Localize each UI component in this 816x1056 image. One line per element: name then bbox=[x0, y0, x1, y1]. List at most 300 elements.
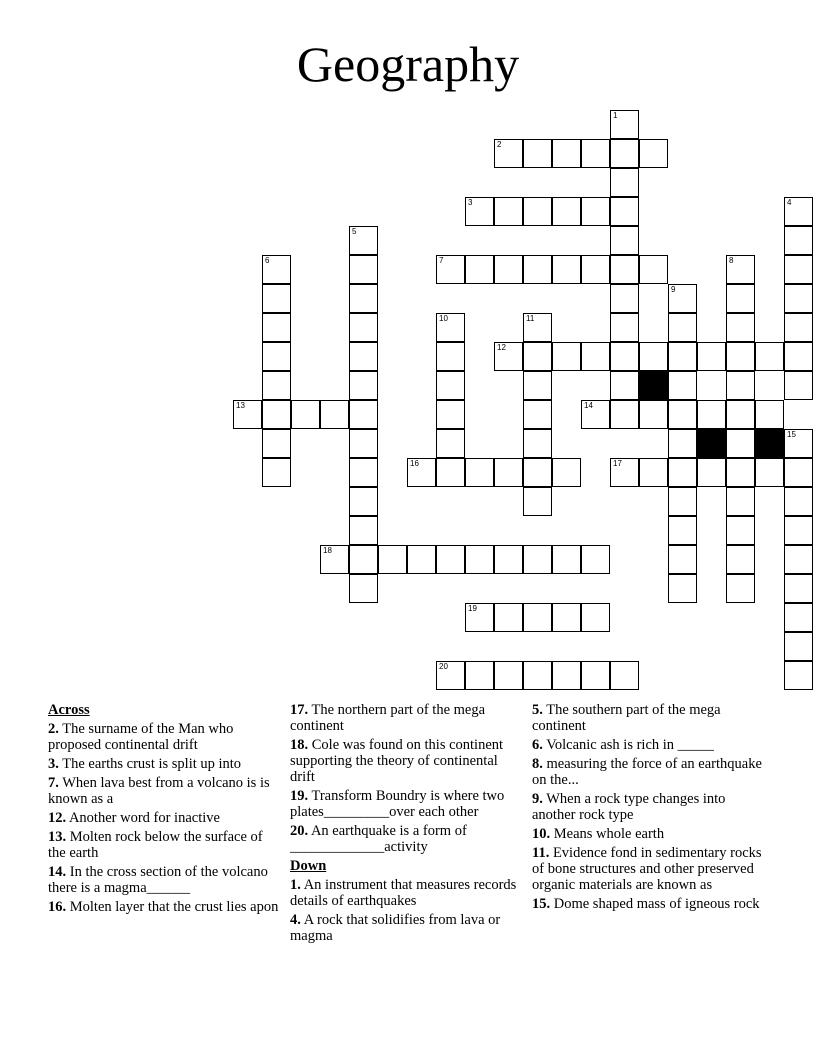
crossword-cell-input[interactable] bbox=[292, 401, 319, 428]
crossword-cell[interactable] bbox=[349, 313, 378, 342]
crossword-cell[interactable] bbox=[668, 458, 697, 487]
crossword-cell-input[interactable] bbox=[408, 459, 435, 486]
crossword-cell-input[interactable] bbox=[263, 459, 290, 486]
crossword-cell[interactable] bbox=[349, 342, 378, 371]
crossword-cell[interactable] bbox=[581, 400, 610, 429]
crossword-cell[interactable] bbox=[697, 458, 726, 487]
crossword-cell-input[interactable] bbox=[582, 256, 609, 283]
crossword-cell[interactable] bbox=[465, 661, 494, 690]
crossword-cell[interactable] bbox=[784, 574, 813, 603]
crossword-cell[interactable] bbox=[610, 400, 639, 429]
crossword-cell[interactable] bbox=[610, 661, 639, 690]
crossword-cell[interactable] bbox=[581, 603, 610, 632]
crossword-cell-input[interactable] bbox=[263, 430, 290, 457]
crossword-cell[interactable] bbox=[349, 400, 378, 429]
crossword-cell[interactable] bbox=[523, 313, 552, 342]
clues-column-1 bbox=[48, 702, 280, 918]
crossword-cell-input[interactable] bbox=[437, 314, 464, 341]
crossword-cell-input[interactable] bbox=[437, 256, 464, 283]
crossword-cell-input[interactable] bbox=[698, 459, 725, 486]
crossword-cell-input[interactable] bbox=[437, 430, 464, 457]
crossword-cell[interactable] bbox=[581, 139, 610, 168]
crossword-cell-input[interactable] bbox=[611, 459, 638, 486]
crossword-cell[interactable] bbox=[668, 313, 697, 342]
crossword-cell[interactable] bbox=[407, 545, 436, 574]
crossword-cell-input[interactable] bbox=[669, 459, 696, 486]
crossword-cell[interactable] bbox=[784, 197, 813, 226]
crossword-cell-input[interactable] bbox=[524, 459, 551, 486]
crossword-cell[interactable] bbox=[320, 545, 349, 574]
crossword-cell[interactable] bbox=[726, 255, 755, 284]
crossword-cell-input[interactable] bbox=[524, 401, 551, 428]
crossword-cell[interactable] bbox=[755, 342, 784, 371]
crossword-cell[interactable] bbox=[523, 255, 552, 284]
crossword-cell[interactable] bbox=[726, 342, 755, 371]
crossword-cell[interactable] bbox=[784, 313, 813, 342]
crossword-cell[interactable] bbox=[494, 139, 523, 168]
crossword-cell[interactable] bbox=[639, 139, 668, 168]
crossword-cell-input[interactable] bbox=[669, 430, 696, 457]
crossword-cell[interactable] bbox=[668, 342, 697, 371]
crossword-cell[interactable] bbox=[523, 603, 552, 632]
crossword-cell[interactable] bbox=[784, 284, 813, 313]
crossword-cell-input[interactable] bbox=[611, 111, 638, 138]
crossword-cell-input[interactable] bbox=[553, 198, 580, 225]
crossword-cell-input[interactable] bbox=[553, 343, 580, 370]
crossword-cell[interactable] bbox=[610, 458, 639, 487]
crossword-cell-input[interactable] bbox=[669, 546, 696, 573]
crossword-cell-input[interactable] bbox=[437, 343, 464, 370]
crossword-cell[interactable] bbox=[436, 661, 465, 690]
crossword-cell-input[interactable] bbox=[437, 662, 464, 689]
crossword-cell-input[interactable] bbox=[669, 517, 696, 544]
crossword-cell[interactable] bbox=[552, 458, 581, 487]
crossword-cell[interactable] bbox=[465, 603, 494, 632]
crossword-cell-input[interactable] bbox=[785, 198, 812, 225]
crossword-cell[interactable] bbox=[726, 516, 755, 545]
clue-item-number: 19. bbox=[290, 788, 309, 804]
crossword-cell[interactable] bbox=[494, 545, 523, 574]
crossword-cell[interactable] bbox=[610, 313, 639, 342]
crossword-cell[interactable] bbox=[726, 545, 755, 574]
crossword-cell[interactable] bbox=[494, 603, 523, 632]
crossword-cell[interactable] bbox=[523, 661, 552, 690]
crossword-cell[interactable] bbox=[349, 458, 378, 487]
crossword-cell-input[interactable] bbox=[727, 256, 754, 283]
crossword-cell-input[interactable] bbox=[553, 546, 580, 573]
crossword-cell[interactable] bbox=[581, 255, 610, 284]
crossword-cell-input[interactable] bbox=[785, 546, 812, 573]
crossword-cell-input[interactable] bbox=[350, 488, 377, 515]
crossword-cell-input[interactable] bbox=[466, 604, 493, 631]
crossword-cell-input[interactable] bbox=[669, 575, 696, 602]
crossword-cell-input[interactable] bbox=[350, 430, 377, 457]
crossword-cell[interactable] bbox=[494, 255, 523, 284]
crossword-cell-input[interactable] bbox=[495, 140, 522, 167]
clue-item-text: A rock that solidifies from lava or magma bbox=[290, 912, 501, 944]
crossword-cell[interactable] bbox=[610, 139, 639, 168]
crossword-cell-input[interactable] bbox=[263, 401, 290, 428]
crossword-cell-input[interactable] bbox=[495, 662, 522, 689]
crossword-cell-input[interactable] bbox=[582, 546, 609, 573]
crossword-cell[interactable] bbox=[668, 545, 697, 574]
crossword-cell-input[interactable] bbox=[727, 372, 754, 399]
crossword-cell-input[interactable] bbox=[785, 662, 812, 689]
crossword-cell-input[interactable] bbox=[263, 256, 290, 283]
crossword-cell-input[interactable] bbox=[785, 488, 812, 515]
crossword-cell-input[interactable] bbox=[263, 314, 290, 341]
crossword-cell[interactable] bbox=[581, 661, 610, 690]
crossword-cell-input[interactable] bbox=[524, 140, 551, 167]
crossword-cell-input[interactable] bbox=[785, 227, 812, 254]
crossword-cell-input[interactable] bbox=[234, 401, 261, 428]
crossword-cell-input[interactable] bbox=[466, 546, 493, 573]
crossword-cell-input[interactable] bbox=[553, 604, 580, 631]
crossword-cell[interactable] bbox=[262, 458, 291, 487]
crossword-cell[interactable] bbox=[349, 255, 378, 284]
crossword-cell[interactable] bbox=[436, 429, 465, 458]
crossword-cell-input[interactable] bbox=[524, 198, 551, 225]
crossword-cell-input[interactable] bbox=[785, 256, 812, 283]
crossword-cell-input[interactable] bbox=[785, 575, 812, 602]
crossword-cell-input[interactable] bbox=[350, 285, 377, 312]
crossword-cell[interactable] bbox=[552, 342, 581, 371]
crossword-cell-input[interactable] bbox=[495, 343, 522, 370]
crossword-cell[interactable] bbox=[407, 458, 436, 487]
crossword-cell-input[interactable] bbox=[611, 662, 638, 689]
crossword-cell[interactable] bbox=[552, 139, 581, 168]
crossword-cell[interactable] bbox=[349, 429, 378, 458]
crossword-cell[interactable] bbox=[755, 400, 784, 429]
crossword-cell-input[interactable] bbox=[495, 256, 522, 283]
crossword-cell[interactable] bbox=[349, 226, 378, 255]
crossword-cell[interactable] bbox=[726, 458, 755, 487]
crossword-cell[interactable] bbox=[262, 429, 291, 458]
crossword-cell-input[interactable] bbox=[466, 459, 493, 486]
crossword-cell[interactable] bbox=[784, 632, 813, 661]
crossword-cell-input[interactable] bbox=[727, 285, 754, 312]
clue-number: 14 bbox=[584, 401, 593, 410]
crossword-cell-input[interactable] bbox=[321, 546, 348, 573]
crossword-cell[interactable] bbox=[610, 342, 639, 371]
crossword-cell[interactable] bbox=[639, 458, 668, 487]
crossword-cell[interactable] bbox=[233, 400, 262, 429]
crossword-cell-input[interactable] bbox=[524, 488, 551, 515]
crossword-cell[interactable] bbox=[262, 342, 291, 371]
crossword-cell[interactable] bbox=[436, 313, 465, 342]
crossword-cell-input[interactable] bbox=[611, 372, 638, 399]
crossword-cell-input[interactable] bbox=[524, 343, 551, 370]
crossword-cell-input[interactable] bbox=[640, 459, 667, 486]
crossword-cell[interactable] bbox=[494, 342, 523, 371]
crossword-cell[interactable] bbox=[610, 168, 639, 197]
crossword-cell[interactable] bbox=[465, 458, 494, 487]
crossword-cell-input[interactable] bbox=[727, 343, 754, 370]
crossword-cell-input[interactable] bbox=[785, 633, 812, 660]
crossword-cell-input[interactable] bbox=[727, 488, 754, 515]
crossword-cell[interactable] bbox=[784, 226, 813, 255]
crossword-cell-input[interactable] bbox=[350, 459, 377, 486]
crossword-cell[interactable] bbox=[784, 342, 813, 371]
crossword-cell-input[interactable] bbox=[553, 662, 580, 689]
clue-item-text: Molten rock below the surface of the earth bbox=[48, 829, 263, 861]
crossword-cell-input[interactable] bbox=[495, 604, 522, 631]
crossword-cell[interactable] bbox=[726, 284, 755, 313]
crossword-cell[interactable] bbox=[523, 371, 552, 400]
crossword-cell[interactable] bbox=[523, 139, 552, 168]
crossword-cell[interactable] bbox=[436, 400, 465, 429]
crossword-cell[interactable] bbox=[494, 661, 523, 690]
crossword-cell[interactable] bbox=[726, 400, 755, 429]
crossword-cell[interactable] bbox=[552, 255, 581, 284]
crossword-cell-input[interactable] bbox=[611, 343, 638, 370]
crossword-cell-input[interactable] bbox=[466, 662, 493, 689]
crossword-cell-input[interactable] bbox=[582, 198, 609, 225]
crossword-cell-input[interactable] bbox=[582, 604, 609, 631]
crossword-cell[interactable] bbox=[784, 516, 813, 545]
crossword-cell[interactable] bbox=[523, 458, 552, 487]
crossword-cell-input[interactable] bbox=[640, 256, 667, 283]
crossword-cell-input[interactable] bbox=[640, 140, 667, 167]
crossword-cell-input[interactable] bbox=[727, 575, 754, 602]
crossword-cell-input[interactable] bbox=[640, 401, 667, 428]
crossword-cell-input[interactable] bbox=[466, 198, 493, 225]
crossword-cell-input[interactable] bbox=[263, 285, 290, 312]
crossword-cell[interactable] bbox=[784, 545, 813, 574]
clue-item-text: Molten layer that the crust lies apon bbox=[69, 899, 279, 915]
crossword-cell-input[interactable] bbox=[495, 198, 522, 225]
crossword-cell[interactable] bbox=[784, 661, 813, 690]
crossword-cell[interactable] bbox=[784, 371, 813, 400]
crossword-cell-input[interactable] bbox=[524, 546, 551, 573]
crossword-cell[interactable] bbox=[581, 342, 610, 371]
crossword-cell-input[interactable] bbox=[379, 546, 406, 573]
clue-item-text: When a rock type changes into another rock type bbox=[532, 791, 726, 823]
crossword-cell-input[interactable] bbox=[669, 488, 696, 515]
crossword-cell-input[interactable] bbox=[321, 401, 348, 428]
crossword-cell[interactable] bbox=[436, 371, 465, 400]
crossword-cell-input[interactable] bbox=[640, 343, 667, 370]
crossword-cell[interactable] bbox=[668, 574, 697, 603]
crossword-cell[interactable] bbox=[726, 371, 755, 400]
crossword-cell[interactable] bbox=[349, 574, 378, 603]
crossword-cell-input[interactable] bbox=[611, 140, 638, 167]
crossword-cell-input[interactable] bbox=[669, 343, 696, 370]
crossword-cell[interactable] bbox=[668, 487, 697, 516]
crossword-cell[interactable] bbox=[726, 313, 755, 342]
crossword-cell[interactable] bbox=[262, 371, 291, 400]
crossword-cell-input[interactable] bbox=[350, 256, 377, 283]
crossword-cell-input[interactable] bbox=[553, 256, 580, 283]
crossword-cell-input[interactable] bbox=[785, 314, 812, 341]
crossword-cell-input[interactable] bbox=[785, 604, 812, 631]
crossword-cell[interactable] bbox=[581, 545, 610, 574]
crossword-cell-input[interactable] bbox=[350, 372, 377, 399]
crossword-cell[interactable] bbox=[291, 400, 320, 429]
crossword-cell-input[interactable] bbox=[785, 517, 812, 544]
clue-item-number: 1. bbox=[290, 877, 301, 893]
crossword-cell-input[interactable] bbox=[727, 517, 754, 544]
crossword-cell[interactable] bbox=[610, 284, 639, 313]
crossword-cell[interactable] bbox=[552, 197, 581, 226]
crossword-cell-input[interactable] bbox=[350, 314, 377, 341]
crossword-cell-input[interactable] bbox=[524, 256, 551, 283]
crossword-cell[interactable] bbox=[552, 661, 581, 690]
crossword-cell-input[interactable] bbox=[350, 227, 377, 254]
crossword-cell-input[interactable] bbox=[785, 372, 812, 399]
crossword-cell[interactable] bbox=[726, 429, 755, 458]
crossword-cell-input[interactable] bbox=[495, 459, 522, 486]
crossword-cell[interactable] bbox=[320, 400, 349, 429]
crossword-cell[interactable] bbox=[668, 516, 697, 545]
crossword-cell[interactable] bbox=[784, 429, 813, 458]
crossword-cell[interactable] bbox=[668, 400, 697, 429]
crossword-cell[interactable] bbox=[552, 603, 581, 632]
crossword-cell[interactable] bbox=[465, 545, 494, 574]
crossword-cell[interactable] bbox=[465, 255, 494, 284]
crossword-cell[interactable] bbox=[610, 110, 639, 139]
crossword-cell[interactable] bbox=[262, 255, 291, 284]
crossword-cell[interactable] bbox=[668, 284, 697, 313]
crossword-cell[interactable] bbox=[465, 197, 494, 226]
crossword-cell-input[interactable] bbox=[350, 401, 377, 428]
crossword-cell-input[interactable] bbox=[669, 314, 696, 341]
crossword-cell-input[interactable] bbox=[698, 401, 725, 428]
crossword-cell[interactable] bbox=[784, 458, 813, 487]
crossword-cell-input[interactable] bbox=[524, 372, 551, 399]
crossword-cell-input[interactable] bbox=[611, 169, 638, 196]
crossword-cell-input[interactable] bbox=[495, 546, 522, 573]
crossword-cell-input[interactable] bbox=[582, 401, 609, 428]
crossword-cell-input[interactable] bbox=[437, 372, 464, 399]
crossword-cell[interactable] bbox=[523, 487, 552, 516]
crossword-cell[interactable] bbox=[581, 197, 610, 226]
crossword-cell-input[interactable] bbox=[611, 256, 638, 283]
crossword-cell[interactable] bbox=[610, 197, 639, 226]
crossword-cell[interactable] bbox=[523, 342, 552, 371]
crossword-cell[interactable] bbox=[262, 313, 291, 342]
crossword-cell-input[interactable] bbox=[756, 459, 783, 486]
crossword-cell[interactable] bbox=[755, 458, 784, 487]
crossword-cell-input[interactable] bbox=[727, 546, 754, 573]
crossword-cell[interactable] bbox=[436, 342, 465, 371]
crossword-cell[interactable] bbox=[378, 545, 407, 574]
crossword-cell-input[interactable] bbox=[756, 343, 783, 370]
clue-item-number: 10. bbox=[532, 826, 551, 842]
crossword-cell[interactable] bbox=[349, 487, 378, 516]
crossword-cell[interactable] bbox=[523, 197, 552, 226]
crossword-cell[interactable] bbox=[639, 342, 668, 371]
crossword-cell-input[interactable] bbox=[611, 401, 638, 428]
crossword-cell-input[interactable] bbox=[350, 343, 377, 370]
crossword-cell[interactable] bbox=[726, 574, 755, 603]
crossword-cell[interactable] bbox=[784, 603, 813, 632]
crossword-cell-input[interactable] bbox=[350, 575, 377, 602]
crossword-cell-input[interactable] bbox=[437, 546, 464, 573]
crossword-cell-input[interactable] bbox=[350, 517, 377, 544]
crossword-cell-input[interactable] bbox=[611, 227, 638, 254]
crossword-cell[interactable] bbox=[697, 342, 726, 371]
crossword-cell[interactable] bbox=[349, 545, 378, 574]
crossword-cell[interactable] bbox=[523, 545, 552, 574]
crossword-cell[interactable] bbox=[726, 487, 755, 516]
crossword-cell[interactable] bbox=[697, 400, 726, 429]
crossword-cell-input[interactable] bbox=[727, 430, 754, 457]
crossword-cell[interactable] bbox=[639, 255, 668, 284]
crossword-cell-input[interactable] bbox=[669, 285, 696, 312]
clue-item-text: An earthquake is a form of _____________activity bbox=[290, 823, 467, 855]
crossword-cell-input[interactable] bbox=[785, 285, 812, 312]
crossword-cell-input[interactable] bbox=[524, 662, 551, 689]
crossword-cell-input[interactable] bbox=[727, 401, 754, 428]
crossword-cell-input[interactable] bbox=[263, 343, 290, 370]
crossword-cell-input[interactable] bbox=[408, 546, 435, 573]
crossword-cell-input[interactable] bbox=[785, 343, 812, 370]
crossword-cell[interactable] bbox=[610, 255, 639, 284]
crossword-cell-input[interactable] bbox=[437, 401, 464, 428]
crossword-cell[interactable] bbox=[494, 197, 523, 226]
crossword-cell-input[interactable] bbox=[437, 459, 464, 486]
crossword-cell-input[interactable] bbox=[611, 314, 638, 341]
crossword-cell[interactable] bbox=[552, 545, 581, 574]
crossword-cell[interactable] bbox=[494, 458, 523, 487]
black-square bbox=[697, 429, 726, 458]
crossword-cell-input[interactable] bbox=[553, 140, 580, 167]
crossword-cell-input[interactable] bbox=[524, 314, 551, 341]
crossword-cell-input[interactable] bbox=[582, 343, 609, 370]
crossword-cell[interactable] bbox=[349, 284, 378, 313]
crossword-cell-input[interactable] bbox=[263, 372, 290, 399]
crossword-cell[interactable] bbox=[784, 255, 813, 284]
crossword-cell[interactable] bbox=[610, 226, 639, 255]
crossword-cell[interactable] bbox=[436, 458, 465, 487]
crossword-cell[interactable] bbox=[349, 516, 378, 545]
crossword-cell-input[interactable] bbox=[727, 459, 754, 486]
crossword-cell-input[interactable] bbox=[582, 662, 609, 689]
clue-item-text: Another word for inactive bbox=[68, 810, 220, 826]
crossword-cell-input[interactable] bbox=[756, 401, 783, 428]
crossword-cell-input[interactable] bbox=[611, 285, 638, 312]
crossword-cell-input[interactable] bbox=[785, 430, 812, 457]
crossword-cell-input[interactable] bbox=[698, 343, 725, 370]
crossword-cell-input[interactable] bbox=[524, 604, 551, 631]
crossword-cell-input[interactable] bbox=[727, 314, 754, 341]
crossword-cell[interactable] bbox=[349, 371, 378, 400]
crossword-cell[interactable] bbox=[610, 371, 639, 400]
crossword-cell[interactable] bbox=[668, 429, 697, 458]
crossword-cell[interactable] bbox=[784, 487, 813, 516]
clue-item-number: 16. bbox=[48, 899, 67, 915]
clue-item bbox=[48, 756, 280, 772]
crossword-cell[interactable] bbox=[436, 255, 465, 284]
crossword-cell[interactable] bbox=[523, 429, 552, 458]
crossword-cell-input[interactable] bbox=[611, 198, 638, 225]
crossword-cell[interactable] bbox=[523, 400, 552, 429]
crossword-cell[interactable] bbox=[262, 400, 291, 429]
crossword-cell-input[interactable] bbox=[669, 372, 696, 399]
crossword-cell-input[interactable] bbox=[350, 546, 377, 573]
crossword-cell[interactable] bbox=[639, 400, 668, 429]
crossword-cell-input[interactable] bbox=[669, 401, 696, 428]
crossword-cell[interactable] bbox=[262, 284, 291, 313]
crossword-cell[interactable] bbox=[436, 545, 465, 574]
crossword-cell-input[interactable] bbox=[524, 430, 551, 457]
crossword-cell-input[interactable] bbox=[466, 256, 493, 283]
crossword-cell[interactable] bbox=[668, 371, 697, 400]
crossword-cell-input[interactable] bbox=[582, 140, 609, 167]
crossword-cell-input[interactable] bbox=[553, 459, 580, 486]
crossword-cell-input[interactable] bbox=[785, 459, 812, 486]
